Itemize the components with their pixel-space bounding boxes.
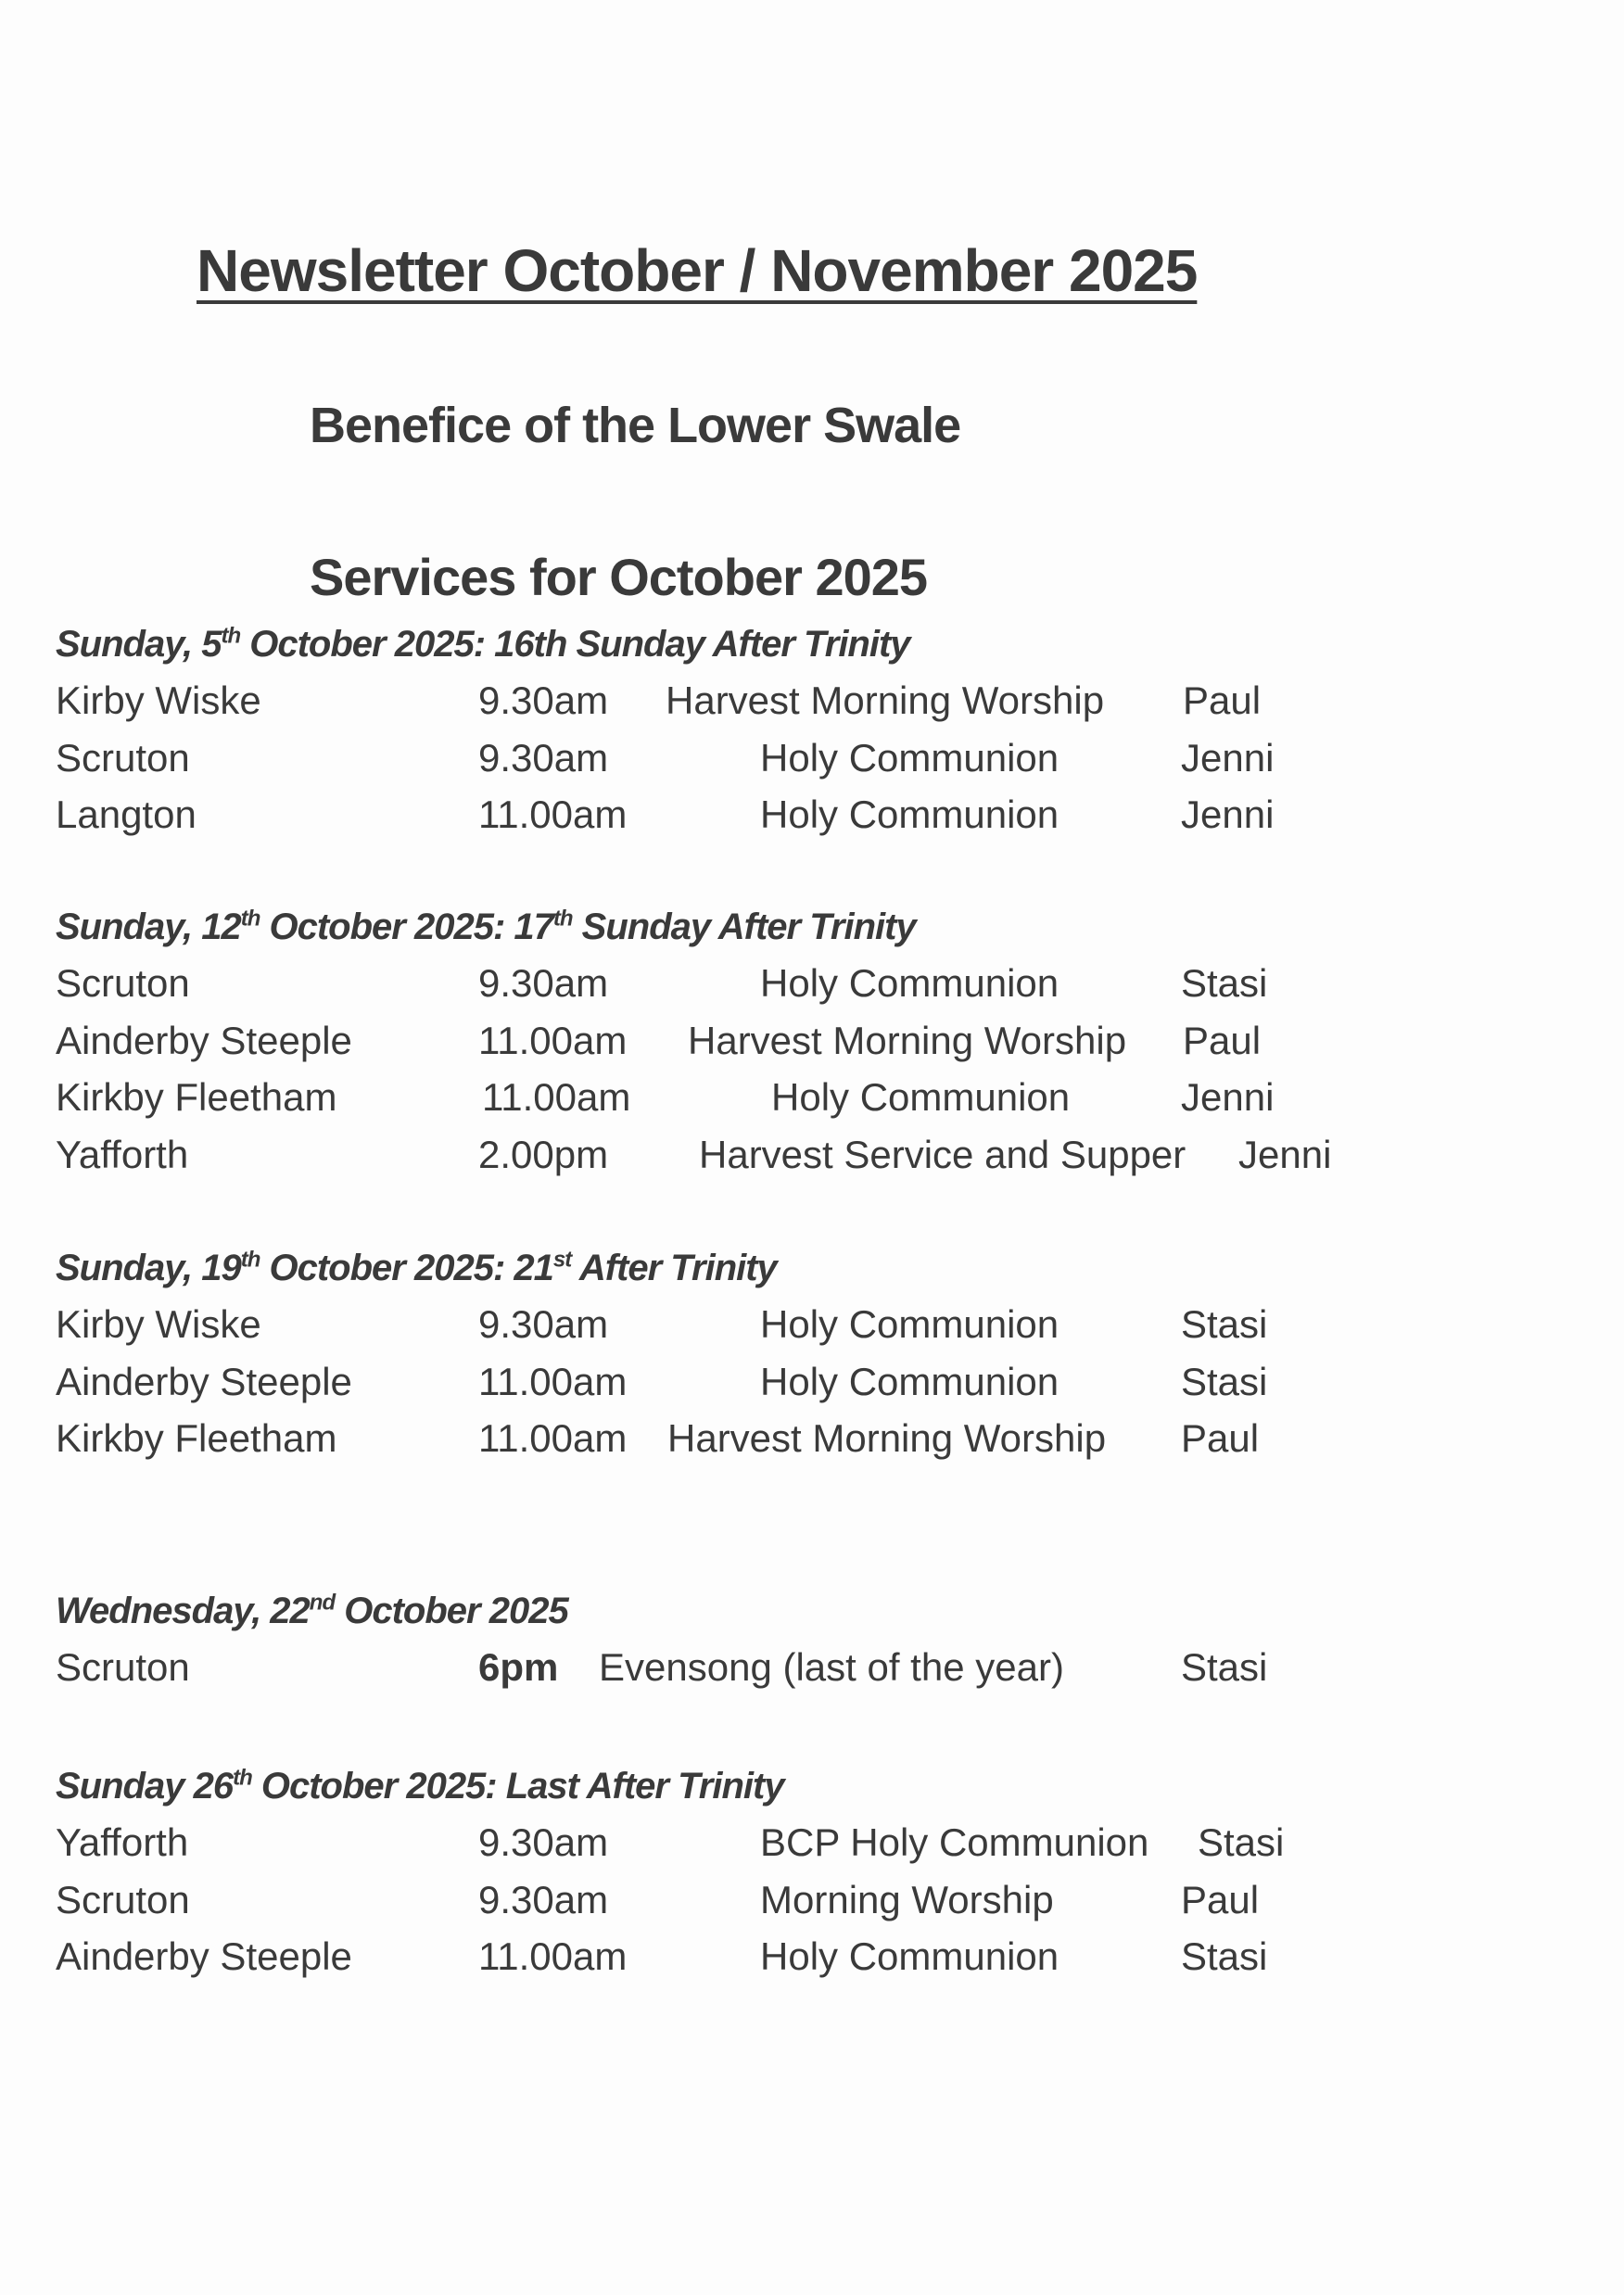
service-location: Scruton — [56, 1645, 190, 1689]
service-time: 2.00pm — [478, 1132, 609, 1176]
services-heading: Services for October 2025 — [310, 548, 928, 606]
service-day-heading — [56, 1240, 1446, 1296]
service-location: Scruton — [56, 961, 190, 1005]
heading-ordinal: nd — [309, 1590, 336, 1616]
service-time: 11.00am — [478, 1359, 628, 1403]
service-day-section — [56, 1758, 1446, 1985]
service-type: Harvest Morning Worship — [667, 1416, 1107, 1460]
service-location: Kirby Wiske — [56, 1302, 261, 1346]
service-location: Yafforth — [56, 1132, 189, 1176]
service-day-heading — [56, 616, 1446, 672]
service-day-heading — [56, 899, 1446, 955]
heading-occasion: October 2025: 16th Sunday After Trinity — [240, 624, 910, 665]
service-row — [56, 1871, 1446, 1929]
heading-ordinal: th — [240, 906, 260, 932]
service-type: Holy Communion — [760, 792, 1059, 836]
heading-ordinal: th — [233, 1765, 252, 1791]
service-row — [56, 1639, 1446, 1696]
service-type: Harvest Morning Worship — [666, 678, 1105, 722]
service-day-section — [56, 1583, 1446, 1696]
newsletter-title: Newsletter October / November 2025 — [197, 237, 1198, 304]
service-time: 11.00am — [478, 1934, 628, 1978]
service-day-section — [56, 899, 1446, 1183]
service-minister: Stasi — [1198, 1820, 1285, 1864]
heading-ordinal: th — [240, 1247, 260, 1273]
service-day-heading — [56, 1758, 1446, 1814]
service-row — [56, 1296, 1446, 1353]
service-row — [56, 1012, 1446, 1070]
service-time: 9.30am — [478, 1877, 609, 1921]
heading-date: Sunday 26 — [56, 1766, 234, 1807]
service-location: Langton — [56, 792, 197, 836]
service-location: Ainderby Steeple — [56, 1018, 352, 1062]
heading-occasion: October 2025 — [335, 1591, 568, 1631]
service-minister: Jenni — [1181, 735, 1275, 780]
service-location: Ainderby Steeple — [56, 1934, 352, 1978]
service-time: 9.30am — [478, 1820, 609, 1864]
service-minister: Jenni — [1238, 1132, 1332, 1176]
service-time: 9.30am — [478, 678, 609, 722]
service-type: Holy Communion — [760, 961, 1059, 1005]
service-minister: Stasi — [1181, 961, 1268, 1005]
service-minister: Paul — [1183, 678, 1262, 722]
service-row — [56, 786, 1446, 843]
service-minister: Paul — [1183, 1018, 1262, 1062]
service-location: Scruton — [56, 1877, 190, 1921]
service-minister: Stasi — [1181, 1359, 1268, 1403]
heading-date: Sunday, 19 — [56, 1248, 241, 1288]
heading-ordinal: st — [552, 1247, 572, 1273]
service-type: Holy Communion — [760, 1359, 1059, 1403]
service-row — [56, 1353, 1446, 1411]
service-day-heading — [56, 1583, 1446, 1639]
heading-ordinal: th — [221, 623, 241, 649]
service-day-section — [56, 616, 1446, 843]
heading-occasion: After Trinity — [571, 1248, 777, 1288]
service-type: Harvest Service and Supper — [699, 1132, 1186, 1176]
service-time: 9.30am — [478, 735, 609, 780]
heading-occasion: October 2025: 21 — [260, 1248, 553, 1288]
service-minister: Stasi — [1181, 1302, 1268, 1346]
service-minister: Jenni — [1181, 792, 1275, 836]
service-row — [56, 1928, 1446, 1985]
heading-occasion: Sunday After Trinity — [572, 907, 916, 947]
service-row — [56, 729, 1446, 787]
heading-occasion: October 2025: Last After Trinity — [251, 1766, 784, 1807]
service-row — [56, 1126, 1446, 1184]
service-type: Holy Communion — [760, 1302, 1059, 1346]
service-row — [56, 1410, 1446, 1467]
benefice-name: Benefice of the Lower Swale — [310, 398, 961, 453]
service-type: Morning Worship — [760, 1877, 1054, 1921]
service-time: 11.00am — [482, 1075, 631, 1119]
service-type: Holy Communion — [760, 735, 1059, 780]
service-day-section — [56, 1240, 1446, 1467]
service-time: 6pm — [478, 1645, 559, 1689]
service-time: 11.00am — [478, 1416, 628, 1460]
service-location: Scruton — [56, 735, 190, 780]
service-row — [56, 1069, 1446, 1126]
heading-date: Wednesday, 22 — [56, 1591, 310, 1631]
service-location: Yafforth — [56, 1820, 189, 1864]
service-time: 11.00am — [478, 792, 628, 836]
service-minister: Paul — [1181, 1877, 1260, 1921]
service-type: Harvest Morning Worship — [688, 1018, 1127, 1062]
service-location: Kirkby Fleetham — [56, 1075, 337, 1119]
service-type: Holy Communion — [760, 1934, 1059, 1978]
service-row — [56, 955, 1446, 1012]
service-type: Holy Communion — [771, 1075, 1071, 1119]
service-minister: Paul — [1181, 1416, 1260, 1460]
heading-occasion: October 2025: 17 — [260, 907, 553, 947]
service-location: Ainderby Steeple — [56, 1359, 352, 1403]
service-row — [56, 1814, 1446, 1871]
heading-date: Sunday, 5 — [56, 624, 222, 665]
service-minister: Jenni — [1181, 1075, 1275, 1119]
service-type: BCP Holy Communion — [760, 1820, 1149, 1864]
service-location: Kirkby Fleetham — [56, 1416, 337, 1460]
service-row — [56, 672, 1446, 729]
service-minister: Stasi — [1181, 1645, 1268, 1689]
heading-date: Sunday, 12 — [56, 907, 241, 947]
service-time: 11.00am — [478, 1018, 628, 1062]
service-location: Kirby Wiske — [56, 678, 261, 722]
heading-ordinal: th — [552, 906, 573, 932]
service-time: 9.30am — [478, 1302, 609, 1346]
service-minister: Stasi — [1181, 1934, 1268, 1978]
service-type: Evensong (last of the year) — [599, 1645, 1064, 1689]
service-time: 9.30am — [478, 961, 609, 1005]
